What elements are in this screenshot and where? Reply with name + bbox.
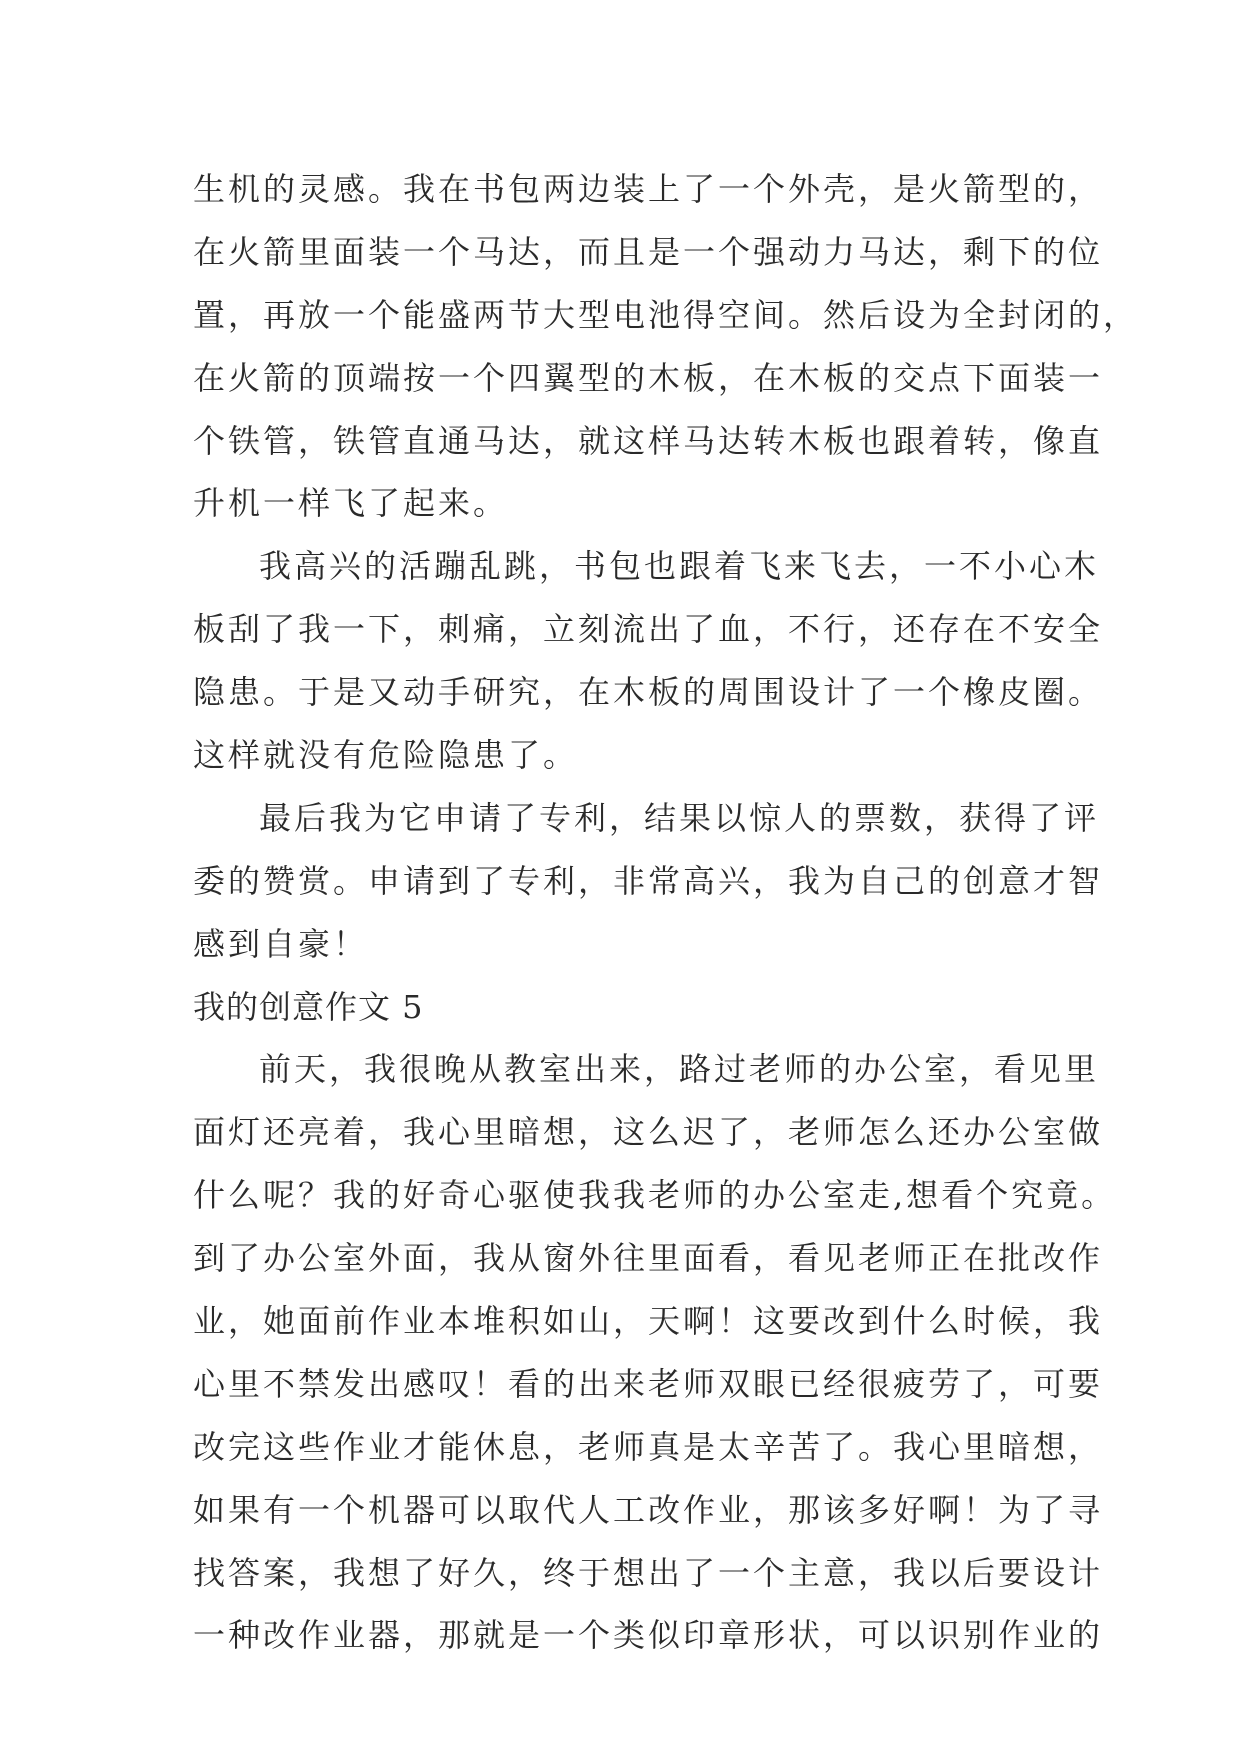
- essay-heading: 我的创意作文 5: [193, 987, 424, 1026]
- text-line: 我高兴的活蹦乱跳，书包也跟着飞来飞去，一不小心木: [259, 547, 1100, 586]
- text-line: 个铁管，铁管直通马达，就这样马达转木板也跟着转，像直: [193, 421, 1104, 460]
- text-line: 改完这些作业才能休息，老师真是太辛苦了。我心里暗想，: [193, 1427, 1104, 1466]
- text-line: 在火箭的顶端按一个四翼型的木板，在木板的交点下面装一: [193, 358, 1104, 397]
- paragraph-patent: [193, 787, 1104, 976]
- text-line: 生机的灵感。我在书包两边装上了一个外壳，是火箭型的，: [193, 170, 1104, 208]
- text-line: 最后我为它申请了专利，结果以惊人的票数，获得了评: [259, 798, 1100, 837]
- text-line: 委的赞赏。申请到了专利，非常高兴，我为自己的创意才智: [193, 861, 1104, 900]
- document-body: [193, 158, 1139, 1667]
- text-line: 升机一样飞了起来。: [193, 484, 509, 523]
- text-line: 什么呢？我的好奇心驱使我我老师的办公室走,想看个究竟。: [193, 1176, 1117, 1215]
- text-line: 找答案，我想了好久，终于想出了一个主意，我以后要设计: [193, 1553, 1104, 1592]
- text-line: 心里不禁发出感叹！看的出来老师双眼已经很疲劳了，可要: [193, 1364, 1104, 1403]
- text-line: 这样就没有危险隐患了。: [193, 736, 579, 775]
- text-line: 到了办公室外面，我从窗外往里面看，看见老师正在批改作: [193, 1239, 1104, 1278]
- text-line: 如果有一个机器可以取代人工改作业，那该多好啊！为了寻: [193, 1490, 1104, 1529]
- text-line: 业，她面前作业本堆积如山，天啊！这要改到什么时候，我: [193, 1302, 1104, 1341]
- text-line: 一种改作业器，那就是一个类似印章形状，可以识别作业的: [193, 1616, 1104, 1655]
- text-line: 感到自豪！: [193, 924, 369, 963]
- paragraph-safety-improvement: [193, 535, 1104, 787]
- paragraph-rocket-backpack-design: [193, 158, 1139, 535]
- text-line: 置，再放一个能盛两节大型电池得空间。然后设为全封闭的，: [193, 295, 1139, 334]
- text-line: 面灯还亮着，我心里暗想，这么迟了，老师怎么还办公室做: [193, 1113, 1104, 1152]
- paragraph-homework-grader: [193, 1038, 1117, 1667]
- text-line: 在火箭里面装一个马达，而且是一个强动力马达，剩下的位: [193, 232, 1104, 271]
- text-line: 前天，我很晚从教室出来，路过老师的办公室，看见里: [259, 1050, 1100, 1089]
- text-line: 板刮了我一下，刺痛，立刻流出了血，不行，还存在不安全: [193, 610, 1104, 649]
- text-line: 隐患。于是又动手研究，在木板的周围设计了一个橡皮圈。: [193, 673, 1104, 712]
